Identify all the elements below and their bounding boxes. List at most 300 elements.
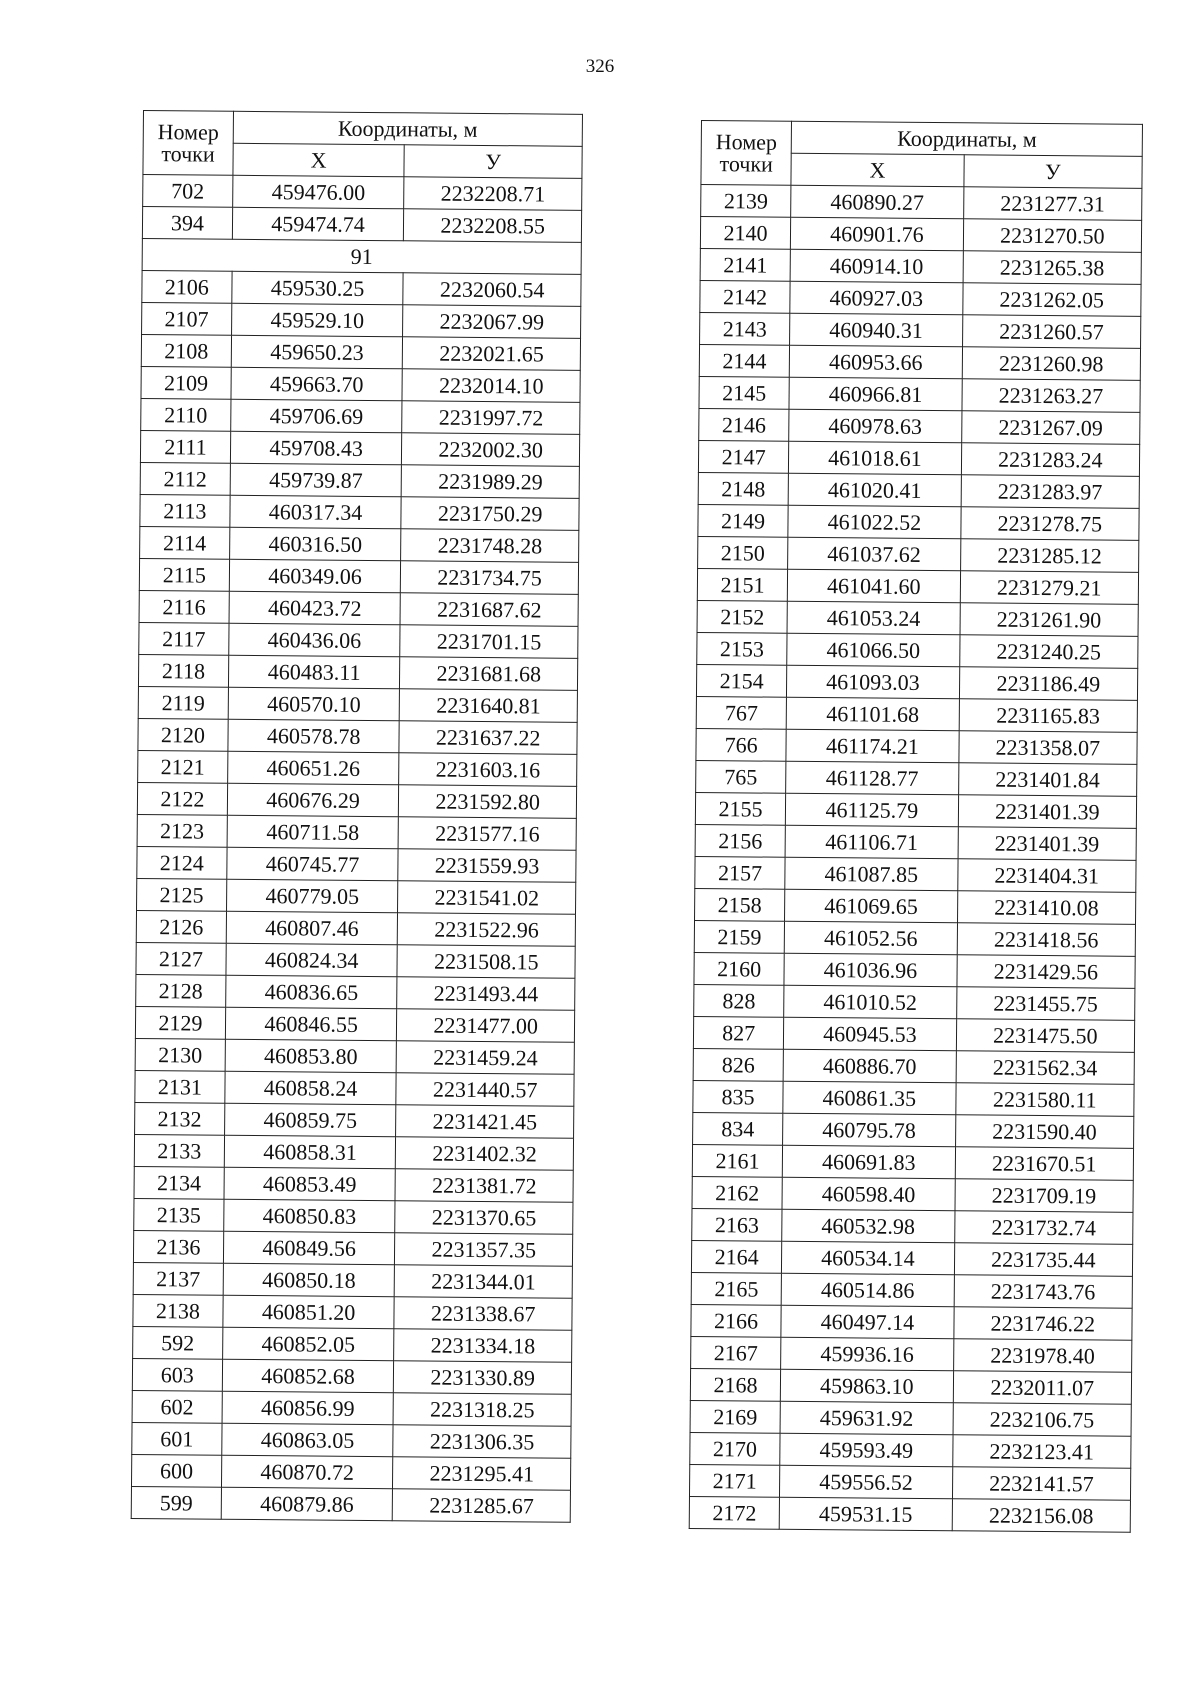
y-coordinate-cell: 2231278.75 bbox=[960, 507, 1139, 541]
x-coordinate-cell: 461052.56 bbox=[784, 921, 957, 955]
point-number-header: Номер точки bbox=[143, 111, 233, 176]
y-coordinate-cell: 2231734.75 bbox=[401, 561, 579, 595]
table-row bbox=[693, 1112, 1134, 1148]
y-coordinate-cell: 2231421.45 bbox=[396, 1105, 574, 1139]
x-coordinate-cell: 460978.63 bbox=[789, 409, 962, 443]
y-coordinate-cell: 2232208.55 bbox=[404, 209, 582, 243]
x-coordinate-cell: 460795.78 bbox=[783, 1113, 956, 1147]
table-row bbox=[136, 942, 575, 978]
point-number-cell: 2153 bbox=[697, 632, 787, 665]
point-number-cell: 2119 bbox=[138, 686, 228, 719]
y-coordinate-cell: 2231283.97 bbox=[961, 475, 1140, 509]
y-column-header: У bbox=[404, 145, 582, 179]
point-number-cell: 2137 bbox=[133, 1262, 223, 1295]
table-row bbox=[142, 270, 581, 306]
x-coordinate-cell: 461018.61 bbox=[789, 441, 962, 475]
point-number-cell: 2106 bbox=[142, 270, 232, 303]
table-row bbox=[140, 430, 579, 466]
y-coordinate-cell: 2231997.72 bbox=[402, 401, 580, 435]
y-coordinate-cell: 2231746.22 bbox=[953, 1307, 1132, 1341]
point-number-cell: 599 bbox=[131, 1486, 221, 1519]
point-number-cell: 2158 bbox=[695, 888, 785, 921]
point-number-cell: 592 bbox=[133, 1326, 223, 1359]
x-coordinate-cell: 460532.98 bbox=[782, 1209, 955, 1243]
table-row bbox=[695, 888, 1136, 924]
x-coordinate-cell: 459593.49 bbox=[780, 1433, 953, 1467]
point-number-cell: 2172 bbox=[689, 1496, 779, 1529]
point-number-cell: 2170 bbox=[690, 1432, 780, 1465]
table-row bbox=[698, 504, 1139, 540]
y-coordinate-cell: 2231522.96 bbox=[398, 913, 576, 947]
table-row bbox=[132, 1422, 571, 1458]
table-row bbox=[138, 686, 577, 722]
point-number-cell: 2131 bbox=[135, 1070, 225, 1103]
y-coordinate-cell: 2231559.93 bbox=[398, 849, 576, 883]
x-coordinate-cell: 460483.11 bbox=[228, 655, 400, 688]
page-number: 326 bbox=[585, 56, 615, 77]
x-coordinate-cell: 460779.05 bbox=[226, 879, 398, 912]
y-coordinate-cell: 2231508.15 bbox=[397, 945, 575, 979]
point-number-cell: 2168 bbox=[690, 1368, 780, 1401]
x-coordinate-cell: 459936.16 bbox=[781, 1337, 954, 1371]
y-coordinate-cell: 2232208.71 bbox=[404, 177, 582, 211]
x-coordinate-cell: 460850.18 bbox=[223, 1263, 395, 1296]
point-number-cell: 2123 bbox=[137, 814, 227, 847]
point-number-cell: 2167 bbox=[691, 1336, 781, 1369]
point-number-cell: 2136 bbox=[133, 1230, 223, 1263]
point-number-cell: 2146 bbox=[699, 408, 789, 441]
y-coordinate-cell: 2231670.51 bbox=[955, 1147, 1134, 1181]
point-number-cell: 2151 bbox=[697, 568, 787, 601]
y-coordinate-cell: 2231338.67 bbox=[394, 1297, 572, 1331]
point-number-cell: 602 bbox=[132, 1390, 222, 1423]
table-row bbox=[698, 440, 1139, 476]
table-row bbox=[141, 398, 580, 434]
y-coordinate-cell: 2231267.09 bbox=[961, 411, 1140, 445]
y-coordinate-cell: 2231318.25 bbox=[393, 1393, 571, 1427]
table-row bbox=[693, 1016, 1134, 1052]
table-row bbox=[137, 846, 576, 882]
table-row bbox=[136, 974, 575, 1010]
table-row bbox=[139, 622, 578, 658]
x-coordinate-cell: 460651.26 bbox=[227, 751, 399, 784]
table-row bbox=[133, 1294, 572, 1330]
y-coordinate-cell: 2231263.27 bbox=[962, 379, 1141, 413]
table-row bbox=[133, 1262, 572, 1298]
table-row bbox=[137, 782, 576, 818]
y-coordinate-cell: 2231295.41 bbox=[393, 1457, 571, 1491]
table-row bbox=[700, 248, 1141, 284]
x-coordinate-cell: 459739.87 bbox=[230, 463, 402, 496]
x-coordinate-cell: 460901.76 bbox=[791, 217, 964, 251]
y-coordinate-cell: 2231577.16 bbox=[398, 817, 576, 851]
x-column-header: X bbox=[791, 153, 964, 187]
x-coordinate-cell: 460349.06 bbox=[229, 559, 401, 592]
y-coordinate-cell: 2231306.35 bbox=[393, 1425, 571, 1459]
point-number-cell: 2114 bbox=[140, 526, 230, 559]
y-coordinate-cell: 2231265.38 bbox=[963, 251, 1142, 285]
table-row bbox=[140, 494, 579, 530]
x-coordinate-cell: 460691.83 bbox=[782, 1145, 955, 1179]
table-row bbox=[694, 984, 1135, 1020]
x-coordinate-cell: 460807.46 bbox=[226, 911, 398, 944]
table-row bbox=[690, 1400, 1131, 1436]
x-coordinate-cell: 460886.70 bbox=[783, 1049, 956, 1083]
x-coordinate-cell: 459650.23 bbox=[231, 335, 403, 368]
table-row bbox=[694, 952, 1135, 988]
point-number-cell: 2116 bbox=[139, 590, 229, 623]
point-number-cell: 835 bbox=[693, 1080, 783, 1113]
point-number-cell: 601 bbox=[132, 1422, 222, 1455]
y-coordinate-cell: 2231401.84 bbox=[958, 763, 1137, 797]
x-coordinate-cell: 459708.43 bbox=[230, 431, 402, 464]
x-coordinate-cell: 460836.65 bbox=[226, 975, 398, 1008]
y-coordinate-cell: 2231732.74 bbox=[954, 1211, 1133, 1245]
point-number-cell: 827 bbox=[693, 1016, 783, 1049]
table-row bbox=[138, 654, 577, 690]
table-row bbox=[695, 824, 1136, 860]
table-row bbox=[142, 207, 581, 243]
table-row bbox=[135, 1038, 574, 1074]
point-number-cell: 2110 bbox=[141, 398, 231, 431]
y-coordinate-cell: 2231455.75 bbox=[956, 987, 1135, 1021]
y-coordinate-cell: 2231370.65 bbox=[395, 1201, 573, 1235]
table-row bbox=[131, 1486, 570, 1522]
y-coordinate-cell: 2231475.50 bbox=[956, 1019, 1135, 1053]
x-coordinate-cell: 460851.20 bbox=[223, 1295, 395, 1328]
table-row bbox=[695, 856, 1136, 892]
y-coordinate-cell: 2231750.29 bbox=[401, 497, 579, 531]
point-number-cell: 2142 bbox=[700, 280, 790, 313]
y-coordinate-cell: 2231735.44 bbox=[954, 1243, 1133, 1277]
table-row bbox=[138, 750, 577, 786]
point-number-cell: 826 bbox=[693, 1048, 783, 1081]
y-coordinate-cell: 2231277.31 bbox=[963, 187, 1142, 221]
y-coordinate-cell: 2232002.30 bbox=[402, 433, 580, 467]
table-row bbox=[701, 185, 1142, 221]
x-coordinate-cell: 460927.03 bbox=[790, 281, 963, 315]
x-coordinate-cell: 460870.72 bbox=[221, 1455, 393, 1488]
table-row bbox=[700, 217, 1141, 253]
table-row bbox=[141, 366, 580, 402]
x-coordinate-cell: 460423.72 bbox=[229, 591, 401, 624]
point-number-cell: 2152 bbox=[697, 600, 787, 633]
y-coordinate-cell: 2231709.19 bbox=[955, 1179, 1134, 1213]
x-coordinate-cell: 460853.80 bbox=[225, 1039, 397, 1072]
y-coordinate-cell: 2231344.01 bbox=[395, 1265, 573, 1299]
point-number-cell: 2164 bbox=[691, 1240, 781, 1273]
section-number-cell: 91 bbox=[142, 238, 581, 274]
point-number-cell: 2160 bbox=[694, 952, 784, 985]
y-coordinate-cell: 2231270.50 bbox=[963, 219, 1142, 253]
y-coordinate-cell: 2231357.35 bbox=[395, 1233, 573, 1267]
x-coordinate-cell: 460945.53 bbox=[784, 1017, 957, 1051]
table-row bbox=[700, 312, 1141, 348]
point-number-cell: 2141 bbox=[700, 248, 790, 281]
x-coordinate-cell: 460846.55 bbox=[225, 1007, 397, 1040]
y-coordinate-cell: 2231401.39 bbox=[958, 795, 1137, 829]
table-row bbox=[689, 1464, 1130, 1500]
y-coordinate-cell: 2231592.80 bbox=[399, 785, 577, 819]
table-row bbox=[141, 334, 580, 370]
table-row bbox=[698, 472, 1139, 508]
point-number-cell: 2133 bbox=[134, 1134, 224, 1167]
point-number-cell: 702 bbox=[143, 175, 233, 208]
point-number-cell: 2145 bbox=[699, 376, 789, 409]
table-row bbox=[695, 792, 1136, 828]
y-coordinate-cell: 2232021.65 bbox=[403, 337, 581, 371]
point-number-cell: 2130 bbox=[135, 1038, 225, 1071]
coordinates-table-left bbox=[131, 110, 583, 1523]
x-coordinate-cell: 460858.31 bbox=[224, 1135, 396, 1168]
table-row bbox=[135, 1070, 574, 1106]
table-row bbox=[691, 1336, 1132, 1372]
y-coordinate-cell: 2231260.57 bbox=[962, 315, 1141, 349]
x-coordinate-cell: 460745.77 bbox=[227, 847, 399, 880]
x-coordinate-cell: 460858.24 bbox=[225, 1071, 397, 1104]
point-number-cell: 2117 bbox=[139, 622, 229, 655]
y-coordinate-cell: 2231240.25 bbox=[959, 635, 1138, 669]
y-coordinate-cell: 2231283.24 bbox=[961, 443, 1140, 477]
point-number-cell: 600 bbox=[131, 1454, 221, 1487]
point-number-cell: 2124 bbox=[137, 846, 227, 879]
point-number-cell: 834 bbox=[693, 1112, 783, 1145]
table-row bbox=[690, 1432, 1131, 1468]
point-number-cell: 2171 bbox=[689, 1464, 779, 1497]
x-coordinate-cell: 460676.29 bbox=[227, 783, 399, 816]
table-row bbox=[692, 1176, 1133, 1212]
x-coordinate-cell: 460598.40 bbox=[782, 1177, 955, 1211]
point-number-cell: 2155 bbox=[695, 792, 785, 825]
y-coordinate-cell: 2231260.98 bbox=[962, 347, 1141, 381]
y-coordinate-cell: 2231590.40 bbox=[955, 1115, 1134, 1149]
table-row bbox=[696, 696, 1137, 732]
table-row bbox=[692, 1208, 1133, 1244]
point-number-cell: 2115 bbox=[139, 558, 229, 591]
x-coordinate-cell: 461125.79 bbox=[786, 793, 959, 827]
x-coordinate-cell: 460436.06 bbox=[229, 623, 401, 656]
point-number-cell: 2135 bbox=[134, 1198, 224, 1231]
point-number-cell: 2169 bbox=[690, 1400, 780, 1433]
y-coordinate-cell: 2231978.40 bbox=[953, 1339, 1132, 1373]
point-number-cell: 2154 bbox=[696, 664, 786, 697]
coordinates-table-right bbox=[689, 120, 1143, 1533]
x-coordinate-cell: 460940.31 bbox=[790, 313, 963, 347]
coordinates-header: Координаты, м bbox=[233, 111, 582, 146]
x-coordinate-cell: 460497.14 bbox=[781, 1305, 954, 1339]
table-row bbox=[697, 568, 1138, 604]
x-coordinate-cell: 461053.24 bbox=[787, 601, 960, 635]
y-coordinate-cell: 2232011.07 bbox=[953, 1371, 1132, 1405]
x-coordinate-cell: 461101.68 bbox=[786, 697, 959, 731]
table-row bbox=[697, 600, 1138, 636]
x-coordinate-cell: 461041.60 bbox=[788, 569, 961, 603]
x-coordinate-cell: 460856.99 bbox=[222, 1391, 394, 1424]
table-row bbox=[135, 1006, 574, 1042]
point-number-cell: 2143 bbox=[700, 312, 790, 345]
point-number-cell: 767 bbox=[696, 696, 786, 729]
table-row bbox=[691, 1272, 1132, 1308]
x-coordinate-cell: 460534.14 bbox=[782, 1241, 955, 1275]
y-coordinate-cell: 2231186.49 bbox=[959, 667, 1138, 701]
x-coordinate-cell: 460316.50 bbox=[229, 527, 401, 560]
x-coordinate-cell: 461010.52 bbox=[784, 985, 957, 1019]
x-coordinate-cell: 460824.34 bbox=[226, 943, 398, 976]
point-number-cell: 766 bbox=[696, 728, 786, 761]
table-row bbox=[132, 1390, 571, 1426]
x-coordinate-cell: 459631.92 bbox=[780, 1401, 953, 1435]
table-row bbox=[139, 558, 578, 594]
table-row bbox=[137, 814, 576, 850]
table-row bbox=[696, 728, 1137, 764]
point-number-cell: 2134 bbox=[134, 1166, 224, 1199]
point-number-cell: 2111 bbox=[140, 430, 230, 463]
table-row bbox=[139, 590, 578, 626]
y-coordinate-cell: 2231334.18 bbox=[394, 1329, 572, 1363]
point-number-cell: 2139 bbox=[701, 185, 791, 218]
point-number-cell: 2144 bbox=[699, 344, 789, 377]
x-coordinate-cell: 460317.34 bbox=[230, 495, 402, 528]
y-coordinate-cell: 2232141.57 bbox=[952, 1467, 1131, 1501]
y-coordinate-cell: 2231330.89 bbox=[394, 1361, 572, 1395]
y-coordinate-cell: 2231640.81 bbox=[400, 689, 578, 723]
x-coordinate-cell: 460863.05 bbox=[222, 1423, 394, 1456]
y-coordinate-cell: 2231418.56 bbox=[957, 923, 1136, 957]
point-number-cell: 2149 bbox=[698, 504, 788, 537]
y-coordinate-cell: 2231285.12 bbox=[960, 539, 1139, 573]
table-row bbox=[134, 1166, 573, 1202]
y-coordinate-cell: 2231989.29 bbox=[402, 465, 580, 499]
table-row bbox=[140, 526, 579, 562]
y-coordinate-cell: 2231562.34 bbox=[956, 1051, 1135, 1085]
y-coordinate-cell: 2231410.08 bbox=[957, 891, 1136, 925]
y-coordinate-cell: 2231401.39 bbox=[958, 827, 1137, 861]
point-number-cell: 2118 bbox=[138, 654, 228, 687]
table-row bbox=[133, 1326, 572, 1362]
section-row bbox=[142, 238, 581, 274]
point-number-cell: 2113 bbox=[140, 494, 230, 527]
table-row bbox=[135, 1102, 574, 1138]
point-number-cell: 2138 bbox=[133, 1294, 223, 1327]
point-number-cell: 2121 bbox=[138, 750, 228, 783]
table-row bbox=[693, 1048, 1134, 1084]
table-row bbox=[138, 718, 577, 754]
point-number-cell: 2166 bbox=[691, 1304, 781, 1337]
y-coordinate-cell: 2231261.90 bbox=[960, 603, 1139, 637]
point-number-cell: 2163 bbox=[692, 1208, 782, 1241]
point-number-cell: 2150 bbox=[698, 536, 788, 569]
x-coordinate-cell: 459863.10 bbox=[781, 1369, 954, 1403]
x-coordinate-cell: 460966.81 bbox=[789, 377, 962, 411]
y-coordinate-cell: 2232060.54 bbox=[403, 273, 581, 307]
y-coordinate-cell: 2231279.21 bbox=[960, 571, 1139, 605]
y-coordinate-cell: 2231429.56 bbox=[957, 955, 1136, 989]
point-number-cell: 828 bbox=[694, 984, 784, 1017]
point-number-cell: 2140 bbox=[700, 217, 790, 250]
x-coordinate-cell: 460850.83 bbox=[224, 1199, 396, 1232]
table-row bbox=[140, 462, 579, 498]
y-coordinate-cell: 2231701.15 bbox=[400, 625, 578, 659]
x-coordinate-cell: 461020.41 bbox=[788, 473, 961, 507]
y-coordinate-cell: 2231381.72 bbox=[395, 1169, 573, 1203]
y-coordinate-cell: 2231743.76 bbox=[954, 1275, 1133, 1309]
x-coordinate-cell: 461093.03 bbox=[787, 665, 960, 699]
x-coordinate-cell: 459476.00 bbox=[232, 175, 404, 208]
table-row bbox=[694, 920, 1135, 956]
point-number-cell: 2165 bbox=[691, 1272, 781, 1305]
x-coordinate-cell: 461036.96 bbox=[784, 953, 957, 987]
point-number-header: Номер точки bbox=[701, 121, 792, 186]
y-coordinate-cell: 2231687.62 bbox=[400, 593, 578, 627]
y-coordinate-cell: 2232014.10 bbox=[402, 369, 580, 403]
y-column-header: У bbox=[964, 155, 1143, 189]
x-coordinate-cell: 459556.52 bbox=[780, 1465, 953, 1499]
table-row bbox=[696, 760, 1137, 796]
x-coordinate-cell: 460849.56 bbox=[223, 1231, 395, 1264]
y-coordinate-cell: 2231541.02 bbox=[398, 881, 576, 915]
table-row bbox=[133, 1230, 572, 1266]
x-coordinate-cell: 459531.15 bbox=[779, 1497, 952, 1531]
y-coordinate-cell: 2232067.99 bbox=[403, 305, 581, 339]
point-number-cell: 394 bbox=[142, 207, 232, 240]
table-row bbox=[700, 280, 1141, 316]
point-number-cell: 2112 bbox=[140, 462, 230, 495]
y-coordinate-cell: 2232156.08 bbox=[952, 1499, 1131, 1533]
x-coordinate-cell: 461106.71 bbox=[785, 825, 958, 859]
y-coordinate-cell: 2231358.07 bbox=[958, 731, 1137, 765]
x-coordinate-cell: 459530.25 bbox=[232, 271, 404, 304]
point-number-cell: 2162 bbox=[692, 1176, 782, 1209]
x-coordinate-cell: 460859.75 bbox=[224, 1103, 396, 1136]
y-coordinate-cell: 2231580.11 bbox=[955, 1083, 1134, 1117]
y-coordinate-cell: 2232106.75 bbox=[953, 1403, 1132, 1437]
x-coordinate-cell: 459474.74 bbox=[232, 207, 404, 240]
table-row bbox=[696, 664, 1137, 700]
table-row bbox=[699, 376, 1140, 412]
table-row bbox=[134, 1134, 573, 1170]
x-coordinate-cell: 461128.77 bbox=[786, 761, 959, 795]
y-coordinate-cell: 2231285.67 bbox=[393, 1489, 571, 1523]
point-number-cell: 2127 bbox=[136, 942, 226, 975]
y-coordinate-cell: 2232123.41 bbox=[952, 1435, 1131, 1469]
table-row bbox=[698, 536, 1139, 572]
table-row bbox=[690, 1368, 1131, 1404]
table-row bbox=[697, 632, 1138, 668]
point-number-cell: 2107 bbox=[142, 302, 232, 335]
x-coordinate-cell: 459529.10 bbox=[231, 303, 403, 336]
point-number-cell: 2157 bbox=[695, 856, 785, 889]
y-coordinate-cell: 2231493.44 bbox=[397, 977, 575, 1011]
y-coordinate-cell: 2231637.22 bbox=[399, 721, 577, 755]
table-row bbox=[136, 910, 575, 946]
table-row bbox=[692, 1144, 1133, 1180]
point-number-cell: 2129 bbox=[135, 1006, 225, 1039]
y-coordinate-cell: 2231681.68 bbox=[400, 657, 578, 691]
x-coordinate-cell: 461037.62 bbox=[788, 537, 961, 571]
y-coordinate-cell: 2231459.24 bbox=[396, 1041, 574, 1075]
y-coordinate-cell: 2231402.32 bbox=[396, 1137, 574, 1171]
point-number-cell: 2132 bbox=[135, 1102, 225, 1135]
y-coordinate-cell: 2231603.16 bbox=[399, 753, 577, 787]
table-row bbox=[699, 408, 1140, 444]
y-coordinate-cell: 2231404.31 bbox=[957, 859, 1136, 893]
x-coordinate-cell: 460953.66 bbox=[789, 345, 962, 379]
x-coordinate-cell: 460914.10 bbox=[790, 249, 963, 283]
table-row bbox=[131, 1454, 570, 1490]
point-number-cell: 2159 bbox=[694, 920, 784, 953]
point-number-cell: 2126 bbox=[136, 910, 226, 943]
point-number-cell: 2120 bbox=[138, 718, 228, 751]
